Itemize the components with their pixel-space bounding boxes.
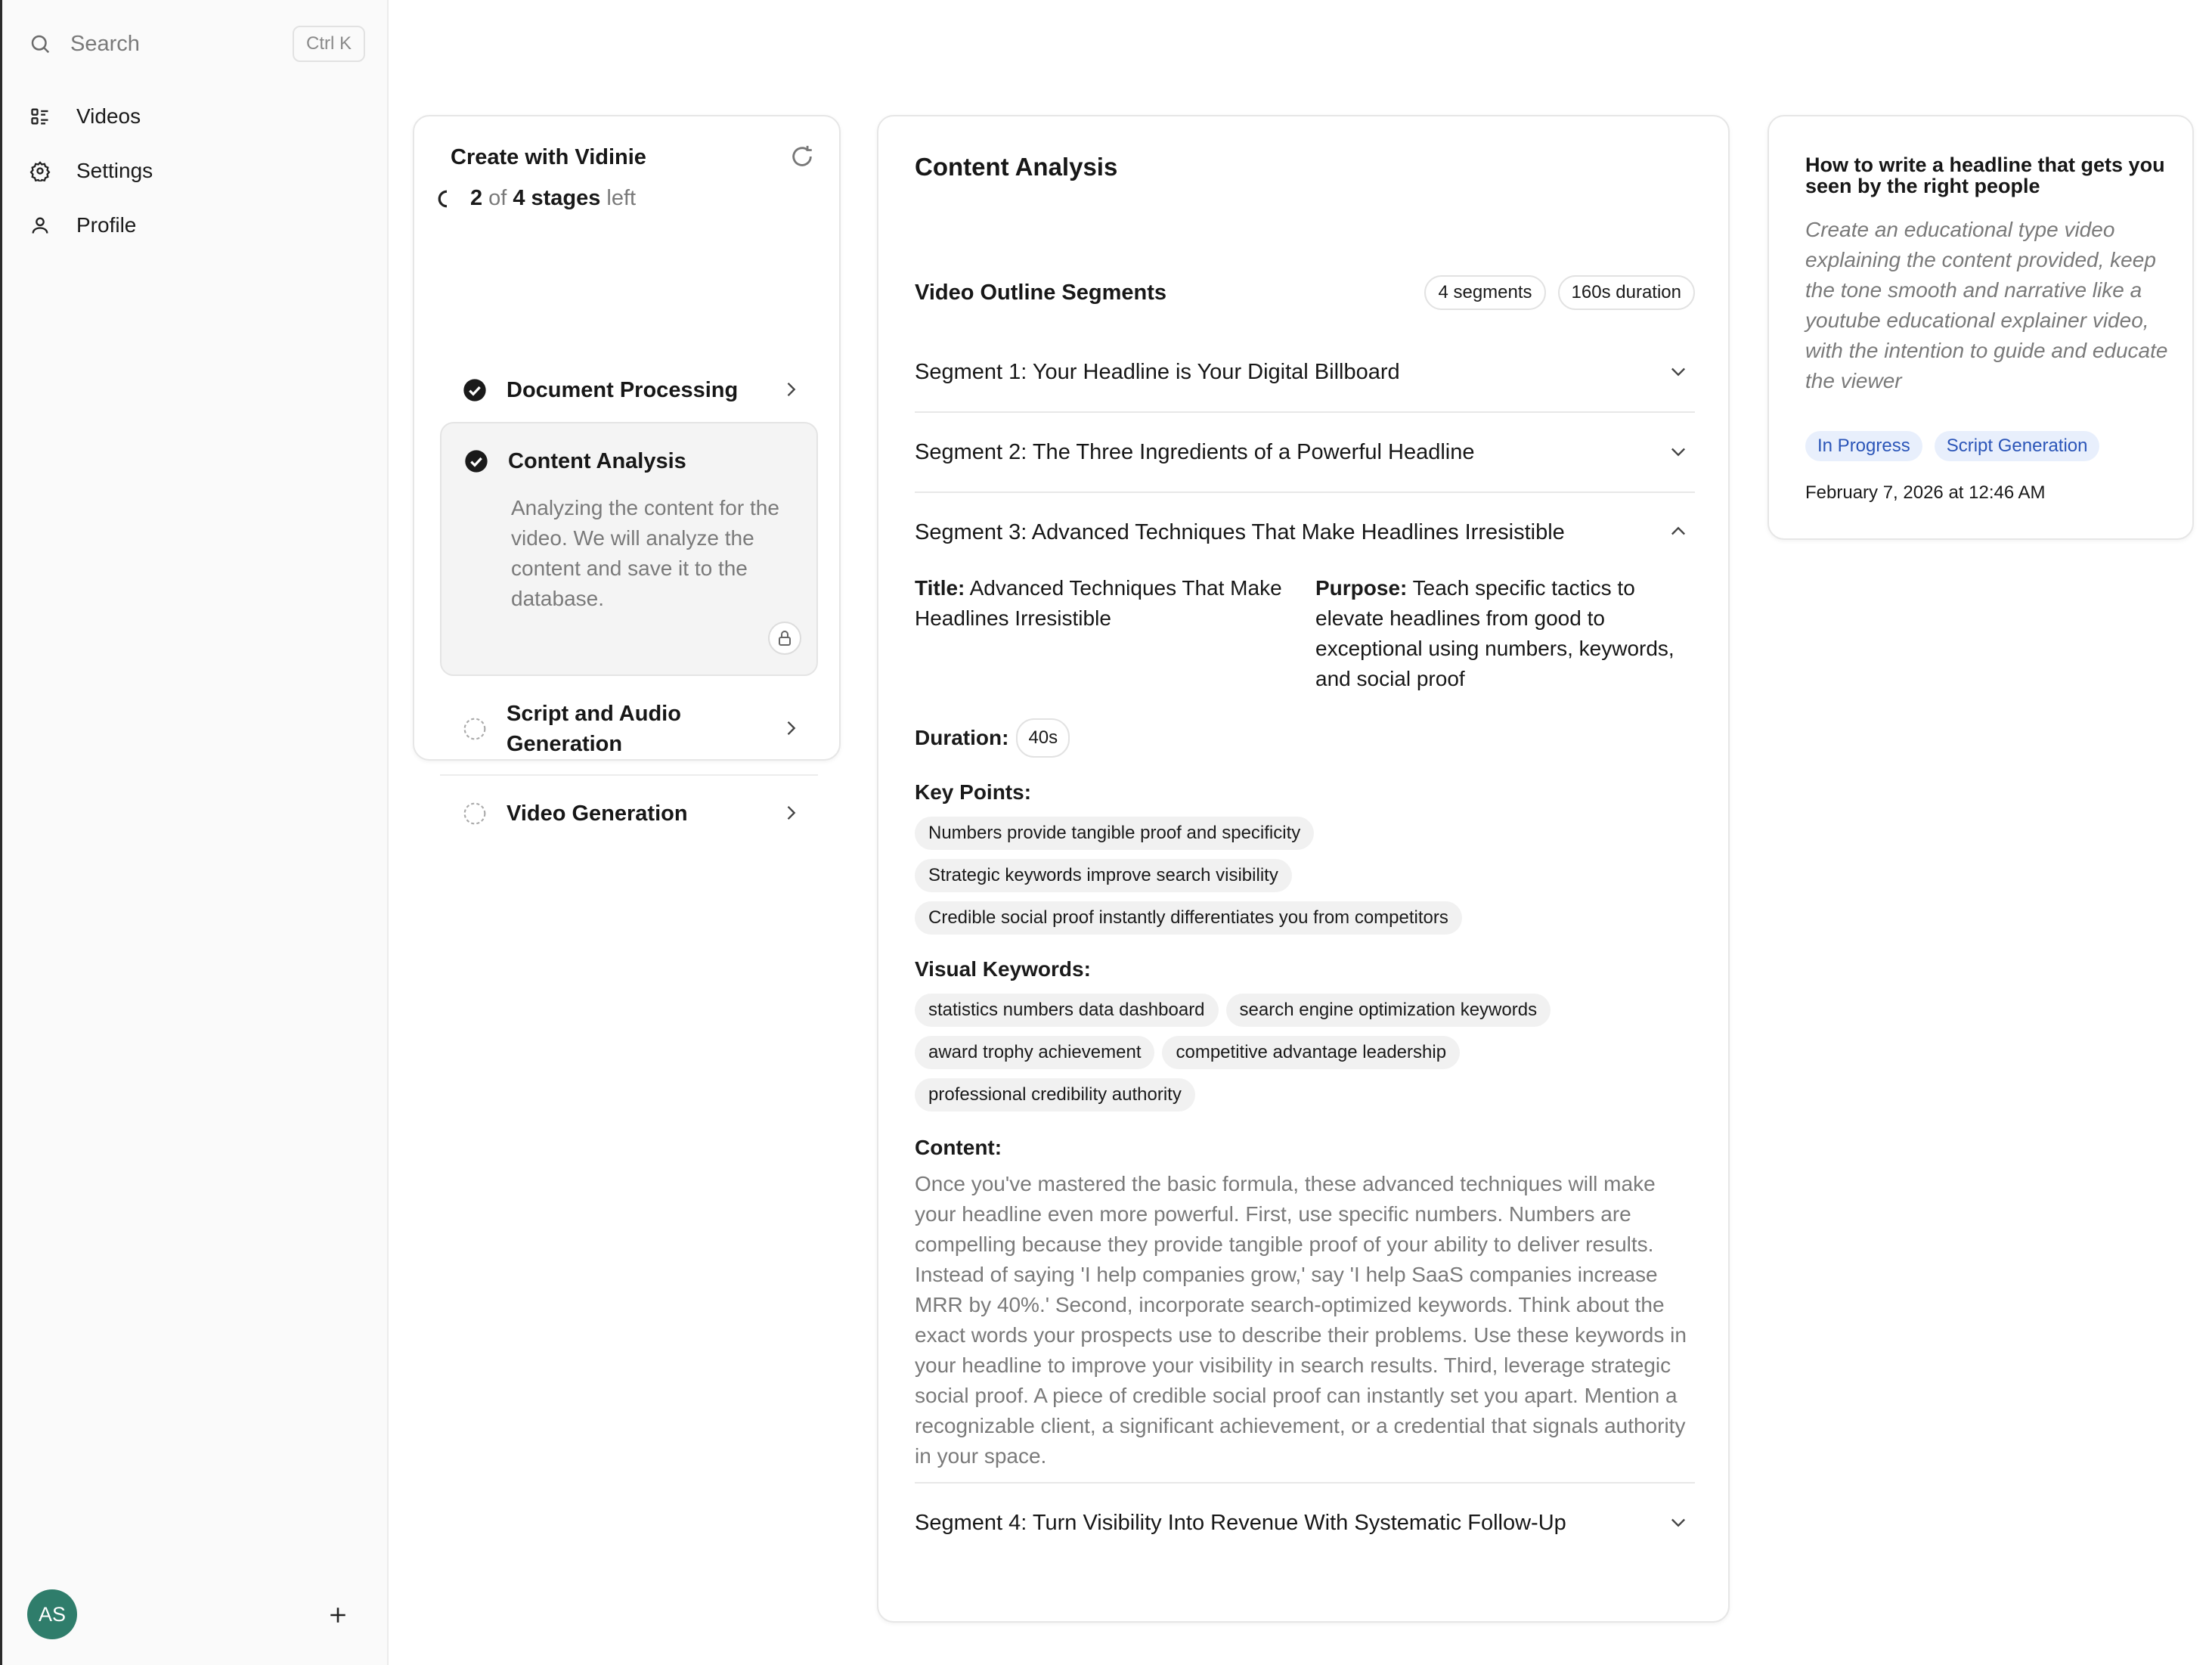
key-points-list xyxy=(915,817,1695,935)
status-tags xyxy=(1805,431,2111,461)
content-analysis-panel xyxy=(877,115,1730,1623)
search-icon xyxy=(28,32,52,56)
duration-value-badge: 40s xyxy=(1016,718,1070,758)
stage-video-generation[interactable] xyxy=(440,782,818,845)
purpose-label: Purpose: xyxy=(1315,576,1408,600)
chevron-right-icon xyxy=(780,379,803,402)
gear-icon xyxy=(28,159,52,183)
key-point-chip: Strategic keywords improve search visibility xyxy=(915,859,1292,892)
progress-spinner-icon xyxy=(437,189,457,209)
chevron-right-icon xyxy=(780,802,803,825)
visual-keywords-list xyxy=(915,994,1656,1112)
visual-keywords-field xyxy=(915,954,1695,1112)
chevron-down-icon xyxy=(1668,441,1690,464)
video-info-card xyxy=(1767,115,2194,540)
segment-title-field xyxy=(915,573,1315,694)
segment-title: Segment 3: Advanced Techniques That Make Headlines Irresistible xyxy=(915,519,1565,544)
check-circle-icon xyxy=(464,449,488,473)
key-point-chip: Numbers provide tangible proof and specificity xyxy=(915,817,1314,850)
visual-keywords-label: Visual Keywords: xyxy=(915,957,1091,981)
key-points-field xyxy=(915,777,1695,935)
segment-title: Segment 2: The Three Ingredients of a Powerful Headline xyxy=(915,439,1475,464)
stage-label: Script and Audio Generation xyxy=(507,702,681,756)
segments-count-badge: 4 segments xyxy=(1424,275,1545,310)
segment-3-header[interactable] xyxy=(915,493,1695,572)
chevron-down-icon xyxy=(1668,1512,1690,1534)
stage-label: Video Generation xyxy=(507,801,688,826)
sidebar-item-profile[interactable] xyxy=(28,198,365,253)
stage-label: Document Processing xyxy=(507,378,739,402)
status-badge: In Progress xyxy=(1805,431,1922,461)
lock-icon[interactable] xyxy=(768,622,801,655)
segment-2-header[interactable] xyxy=(915,413,1695,491)
segment-4-header[interactable] xyxy=(915,1484,1695,1562)
stages-panel-title: Create with Vidinie xyxy=(451,145,646,169)
videos-icon xyxy=(28,104,52,129)
content-value: Once you've mastered the basic formula, these advanced techniques will make your headline even more powerful. First, use specific numbers. Numbers are compelling because they provide tangible proof of your ability to deliver results. Instead of saying 'I help companies grow,' say 'I help SaaS companies increase MRR by 40%.' Second, incorporate search-optimized keywords. Think about the exact words your prospects use to describe their problems. Use these keywords in your headline to improve your visibility in search results. Third, leverage strategic social proof. A piece of credible social proof can instantly set you apart. Mention a recognizable client, a significant achievement, or a credential that signals authority in your space. xyxy=(915,1172,1687,1468)
title-label: Title: xyxy=(915,576,965,600)
stages-progress xyxy=(437,186,642,211)
progress-suffix: left xyxy=(606,186,637,210)
user-icon xyxy=(28,213,52,237)
visual-keyword-chip: professional credibility authority xyxy=(915,1078,1195,1112)
visual-keyword-chip: competitive advantage leadership xyxy=(1162,1036,1460,1069)
page-title: Content Analysis xyxy=(915,153,1118,181)
video-title: How to write a headline that gets you seen by the right people xyxy=(1805,153,2165,197)
title-value: Advanced Techniques That Make Headlines Irresistible xyxy=(915,576,1282,630)
stage-description: Analyzing the content for the video. We will analyze the content and save it to the database. xyxy=(511,496,779,610)
visual-keyword-chip: statistics numbers data dashboard xyxy=(915,994,1219,1027)
search-shortcut-badge: Ctrl K xyxy=(293,26,365,62)
purpose-value: Teach specific tactics to elevate headlines from good to exceptional using numbers, keywords, and social proof xyxy=(1315,576,1674,690)
search-bar[interactable] xyxy=(28,23,365,65)
stage-content-analysis[interactable] xyxy=(440,422,818,676)
duration-field xyxy=(915,718,1695,758)
stage-script-audio[interactable] xyxy=(440,693,818,776)
pending-circle-icon xyxy=(463,801,487,826)
check-circle-icon xyxy=(463,378,487,402)
created-date: February 7, 2026 at 12:46 AM xyxy=(1805,482,2046,503)
segment-title: Segment 1: Your Headline is Your Digital Billboard xyxy=(915,359,1400,384)
sidebar-item-label: Videos xyxy=(76,104,141,128)
segment-purpose-field xyxy=(1315,573,1695,694)
sidebar-item-label: Profile xyxy=(76,213,137,237)
avatar[interactable]: AS xyxy=(27,1589,77,1639)
stage-label: Content Analysis xyxy=(508,449,686,473)
sidebar-item-settings[interactable] xyxy=(28,144,365,198)
sidebar xyxy=(0,0,389,1665)
stage-badge: Script Generation xyxy=(1935,431,2100,461)
outline-title: Video Outline Segments xyxy=(915,280,1167,305)
pending-circle-icon xyxy=(463,717,487,741)
segment-3-details xyxy=(915,573,1695,1471)
visual-keyword-chip: award trophy achievement xyxy=(915,1036,1154,1069)
progress-of: of xyxy=(488,186,507,210)
title-purpose-row xyxy=(915,573,1695,694)
key-points-label: Key Points: xyxy=(915,780,1032,804)
progress-total: 4 stages xyxy=(513,186,601,210)
sidebar-item-label: Settings xyxy=(76,159,153,182)
key-point-chip: Credible social proof instantly differentiates you from competitors xyxy=(915,901,1462,935)
plus-icon[interactable] xyxy=(323,1600,353,1630)
visual-keyword-chip: search engine optimization keywords xyxy=(1226,994,1551,1027)
video-description: Create an educational type video explaining the content provided, keep the tone smooth and narrative like a youtube educational explainer video, with the intention to guide and educate the viewer xyxy=(1805,218,2168,392)
stages-panel xyxy=(413,115,841,826)
sidebar-item-videos[interactable] xyxy=(28,89,365,144)
content-field xyxy=(915,1133,1695,1471)
search-placeholder: Search xyxy=(70,31,140,56)
segment-title: Segment 4: Turn Visibility Into Revenue With Systematic Follow-Up xyxy=(915,1510,1566,1535)
duration-label: Duration: xyxy=(915,726,1009,749)
content-label: Content: xyxy=(915,1136,1002,1159)
duration-badge: 160s duration xyxy=(1558,275,1695,310)
chevron-right-icon xyxy=(780,718,803,740)
chevron-up-icon xyxy=(1668,521,1690,544)
progress-current: 2 xyxy=(470,186,483,210)
stage-document-processing[interactable] xyxy=(440,363,818,417)
refresh-icon[interactable] xyxy=(789,144,816,171)
sidebar-nav xyxy=(28,89,365,253)
outline-header xyxy=(915,275,1695,310)
chevron-down-icon xyxy=(1668,361,1690,383)
segment-1-header[interactable] xyxy=(915,333,1695,411)
